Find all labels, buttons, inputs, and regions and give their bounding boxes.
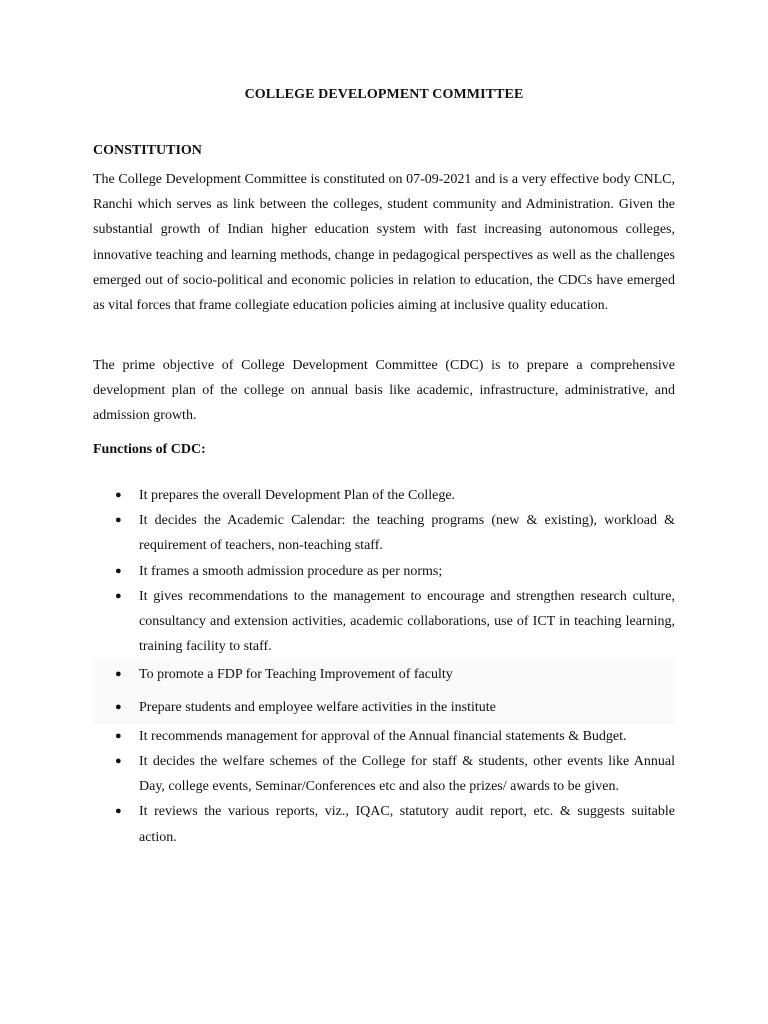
list-item-text: It gives recommendations to the management to encourage and strengthen research culture, consultancy and extension activities, academic collaborations, use of ICT in teaching learning, training facility to staff.: [139, 588, 675, 655]
bullet-icon: ●: [115, 589, 122, 602]
bullet-icon: ●: [115, 700, 122, 713]
list-item: [93, 483, 675, 508]
functions-heading: Functions of CDC:: [93, 442, 206, 457]
bullet-icon: ●: [115, 514, 122, 527]
bullet-icon: ●: [115, 564, 122, 577]
list-item: [93, 584, 675, 660]
list-item: [93, 749, 675, 799]
list-item: [93, 559, 675, 584]
list-item-text: It prepares the overall Development Plan of the College.: [139, 488, 456, 503]
list-item-text: It decides the Academic Calendar: the teaching programs (new & existing), workload & requirement of teachers, non-teaching staff.: [139, 513, 675, 554]
constitution-paragraph: The College Development Committee is constituted on 07-09-2021 and is a very effective body CNLC, Ranchi which serves as link between the colleges, student community and Administration. Given the substantial growth of Indian higher education system with fast increasing autonomous colleges, innovative teaching and learning methods, change in pedagogical perspectives as well as the challenges emerged out of socio-political and economic policies in relation to education, the CDCs have emerged as vital forces that frame collegiate education policies aiming at inclusive quality education.: [93, 172, 675, 314]
bullet-icon: ●: [115, 755, 122, 768]
list-item: [93, 508, 675, 558]
objective-paragraph: The prime objective of College Development Committee (CDC) is to prepare a comprehensive development plan of the college on annual basis like academic, infrastructure, administrative, and admission growth.: [93, 358, 675, 424]
section-heading-constitution: CONSTITUTION: [93, 143, 202, 158]
functions-list: [93, 483, 675, 850]
list-item: [93, 692, 675, 724]
list-item-text: It reviews the various reports, viz., IQAC, statutory audit report, etc. & suggests suitable action.: [139, 804, 675, 845]
list-item-text: It frames a smooth admission procedure as per norms;: [139, 563, 443, 579]
list-item: [93, 799, 675, 849]
list-item: [93, 659, 675, 691]
list-item-text: Prepare students and employee welfare activities in the institute: [139, 699, 496, 715]
bullet-icon: ●: [115, 729, 122, 742]
bullet-icon: ●: [115, 805, 122, 818]
list-item: [93, 724, 675, 749]
bullet-icon: ●: [115, 489, 122, 501]
list-item-text: It recommends management for approval of the Annual financial statements & Budget.: [139, 728, 627, 744]
document-title: COLLEGE DEVELOPMENT COMMITTEE: [244, 87, 524, 102]
list-item-text: It decides the welfare schemes of the College for staff & students, other events like Annual Day, college events, Seminar/Conferences etc and also the prizes/ awards to be given.: [139, 754, 675, 795]
list-item-text: To promote a FDP for Teaching Improvement of faculty: [139, 667, 453, 683]
bullet-icon: ●: [115, 668, 122, 681]
